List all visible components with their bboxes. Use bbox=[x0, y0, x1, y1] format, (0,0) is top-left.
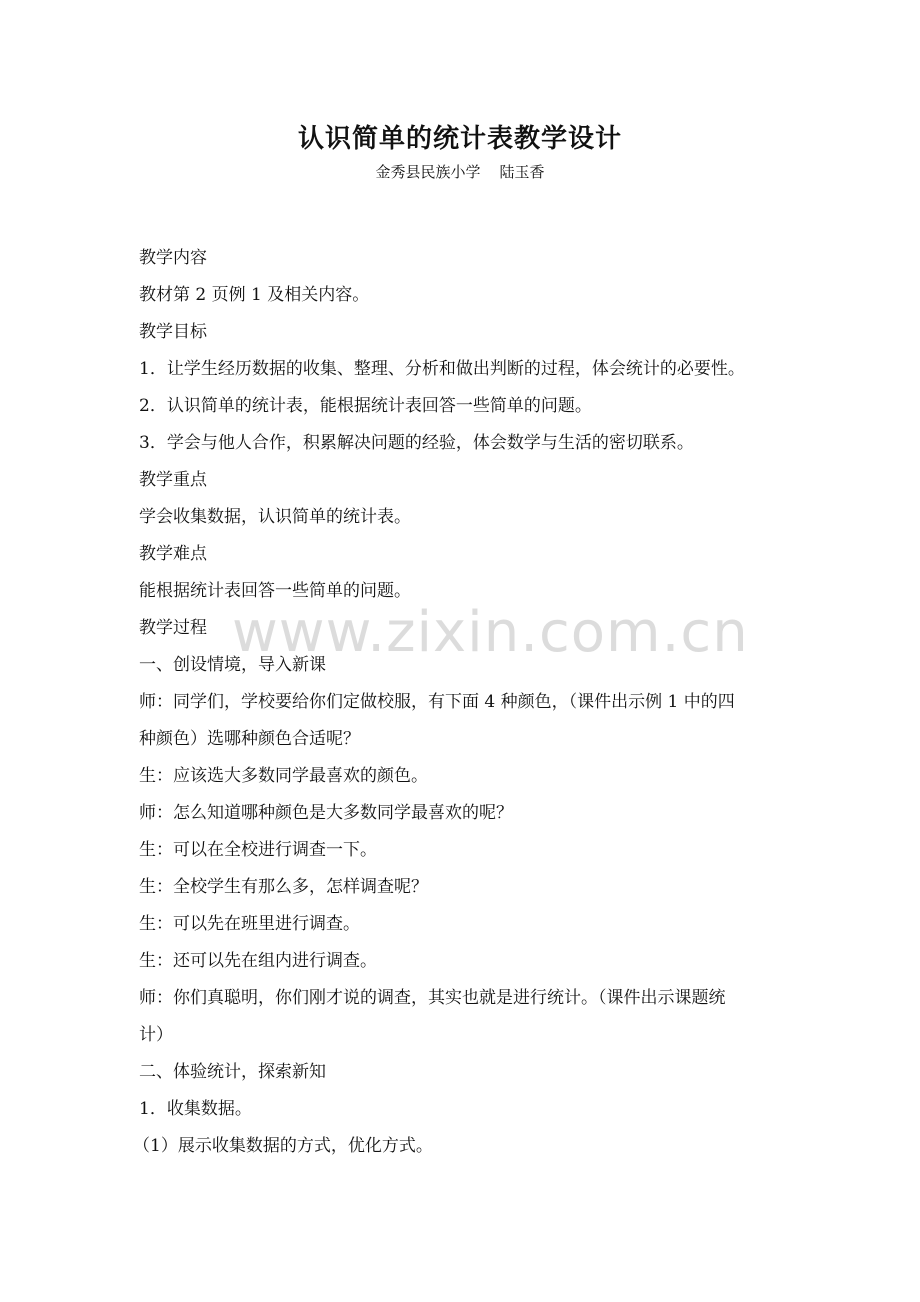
section-heading: 教学过程 bbox=[139, 618, 207, 638]
document-byline: 金秀县民族小学 陆玉香 bbox=[375, 163, 545, 181]
document-body bbox=[133, 240, 789, 1165]
section-heading: 教学重点 bbox=[139, 470, 207, 490]
section-heading: 教学难点 bbox=[139, 544, 207, 564]
document-title: 认识简单的统计表教学设计 bbox=[297, 124, 622, 154]
paragraph-line: 生：应该选大多数同学最喜欢的颜色。 bbox=[139, 766, 428, 786]
subsection-heading: 二、体验统计，探索新知 bbox=[139, 1062, 326, 1082]
paragraph-line: 师：同学们，学校要给你们定做校服，有下面 4 种颜色，（课件出示例 1 中的四 bbox=[139, 692, 735, 712]
paragraph-line: 2．认识简单的统计表，能根据统计表回答一些简单的问题。 bbox=[139, 396, 592, 416]
watermark-text: www.zixin.com.cn bbox=[232, 600, 749, 665]
paragraph-line: 生：可以先在班里进行调查。 bbox=[139, 914, 360, 934]
paragraph-line: 1．让学生经历数据的收集、整理、分析和做出判断的过程，体会统计的必要性。 bbox=[139, 359, 745, 379]
subsection-heading: 一、创设情境，导入新课 bbox=[139, 655, 326, 675]
paragraph-line: 计） bbox=[139, 1025, 173, 1045]
paragraph-line: 生：全校学生有那么多，怎样调查呢？ bbox=[139, 877, 428, 897]
paragraph-line: 师：你们真聪明，你们刚才说的调查，其实也就是进行统计。（课件出示课题统 bbox=[139, 988, 726, 1008]
paragraph-line: 种颜色）选哪种颜色合适呢？ bbox=[139, 729, 360, 749]
paragraph-line: 师：怎么知道哪种颜色是大多数同学最喜欢的呢？ bbox=[139, 803, 513, 823]
paragraph-line: 生：还可以先在组内进行调查。 bbox=[139, 951, 377, 971]
paragraph-line: 生：可以在全校进行调查一下。 bbox=[139, 840, 377, 860]
section-heading: 教学内容 bbox=[139, 248, 207, 268]
paragraph-line: 学会收集数据，认识简单的统计表。 bbox=[139, 507, 411, 527]
paragraph-line: 能根据统计表回答一些简单的问题。 bbox=[139, 581, 411, 601]
section-heading: 教学目标 bbox=[139, 322, 207, 342]
paragraph-line: 3．学会与他人合作，积累解决问题的经验，体会数学与生活的密切联系。 bbox=[139, 433, 694, 453]
paragraph-line: 教材第 2 页例 1 及相关内容。 bbox=[139, 285, 370, 305]
paragraph-line: （1）展示收集数据的方式，优化方式。 bbox=[133, 1136, 433, 1156]
paragraph-line: 1．收集数据。 bbox=[139, 1099, 252, 1119]
